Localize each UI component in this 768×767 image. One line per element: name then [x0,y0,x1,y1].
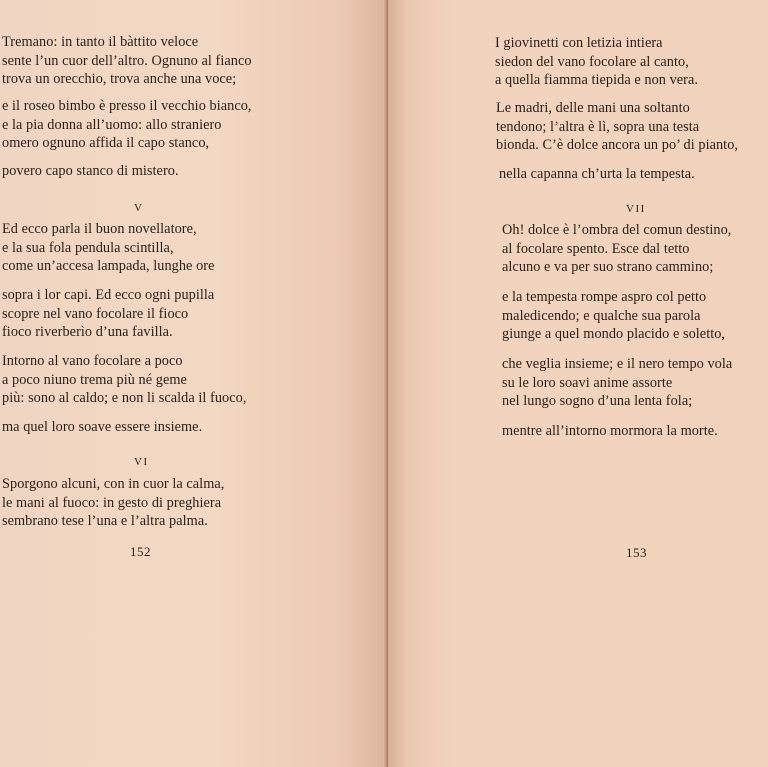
section-heading-v: V [134,202,144,214]
verse-line: le mani al fuoco: in gesto di preghiera [2,494,222,511]
verse-line: I giovinetti con letizia intiera [495,35,663,51]
stanza [499,165,695,184]
verse-line: mentre all’intorno mormora la morte. [502,423,718,439]
section-heading-vii: VII [626,203,646,215]
verse-line: povero capo stanco di mistero. [2,163,179,179]
verse-line: trova un orecchio, trova anche una voce; [2,71,237,88]
stanza [2,220,214,276]
page-number: 153 [626,545,647,560]
verse-line: ma quel loro soave essere insieme. [2,419,203,435]
stanza [495,34,698,90]
verse-line: a quella fiamma tiepida e non vera. [495,72,699,89]
page-number: 152 [130,544,151,559]
verse-line: fioco riverberìo d’una favilla. [2,324,173,341]
verse-line: a poco niuno trema più né geme [2,371,187,388]
stanza [2,286,214,342]
stanza [502,422,718,441]
verse-line: tendono; l’altra è lì, sopra una testa [496,118,700,135]
stanza [2,352,246,408]
verse-line: sente l’un cuor dell’altro. Ognuno al fianco [2,52,252,69]
stanza [496,99,738,155]
verse-line: e la sua fola pendula scintilla, [2,239,174,256]
stanza [2,162,179,181]
verse-line: giunge a quel mondo placido e soletto, [502,326,726,343]
stanza [2,33,252,89]
verse-line: Sporgono alcuni, con in cuor la calma, [2,476,225,492]
verse-line: Ed ecco parla il buon novellatore, [2,221,197,237]
verse-line: nel lungo sogno d’una lenta fola; [502,393,693,410]
stanza [2,97,252,153]
verse-line: più: sono al caldo; e non li scalda il fuoco, [2,390,247,407]
verse-line: sopra i lor capi. Ed ecco ogni pupilla [2,287,215,303]
verse-line: al focolare spento. Esce dal tetto [502,240,690,257]
verse-line: e il roseo bimbo è presso il vecchio bianco, [2,98,252,114]
stanza [2,418,202,437]
stanza [502,355,732,411]
verse-line: e la tempesta rompe aspro col petto [502,289,707,305]
verse-line: su le loro soavi anime assorte [502,374,673,391]
verse-line: alcuno e va per suo strano cammino; [502,259,714,276]
verse-line: omero ognuno affida il capo stanco, [2,135,210,152]
verse-line: Le madri, delle mani una soltanto [496,100,690,116]
verse-line: maledicendo; e qualche sua parola [502,307,701,324]
verse-line: Intorno al vano focolare a poco [2,353,183,369]
stanza [2,475,224,531]
right-page [388,0,768,767]
section-heading-vi: VI [134,456,149,468]
verse-line: Tremano: in tanto il bàttito veloce [2,34,199,50]
verse-line: come un’accesa lampada, lunghe ore [2,258,215,275]
stanza [502,221,731,277]
verse-line: sembrano tese l’una e l’altra palma. [2,513,208,530]
verse-line: scopre nel vano focolare il fioco [2,305,189,322]
verse-line: Oh! dolce è l’ombra del comun destino, [502,222,732,238]
verse-line: nella capanna ch’urta la tempesta. [499,166,695,182]
verse-line: siedon del vano focolare al canto, [495,53,689,70]
verse-line: che veglia insieme; e il nero tempo vola [502,356,733,372]
stanza [502,288,725,344]
verse-line: e la pia donna all’uomo: allo straniero [2,116,222,133]
verse-line: bionda. C’è dolce ancora un po’ di pianto, [496,137,739,154]
